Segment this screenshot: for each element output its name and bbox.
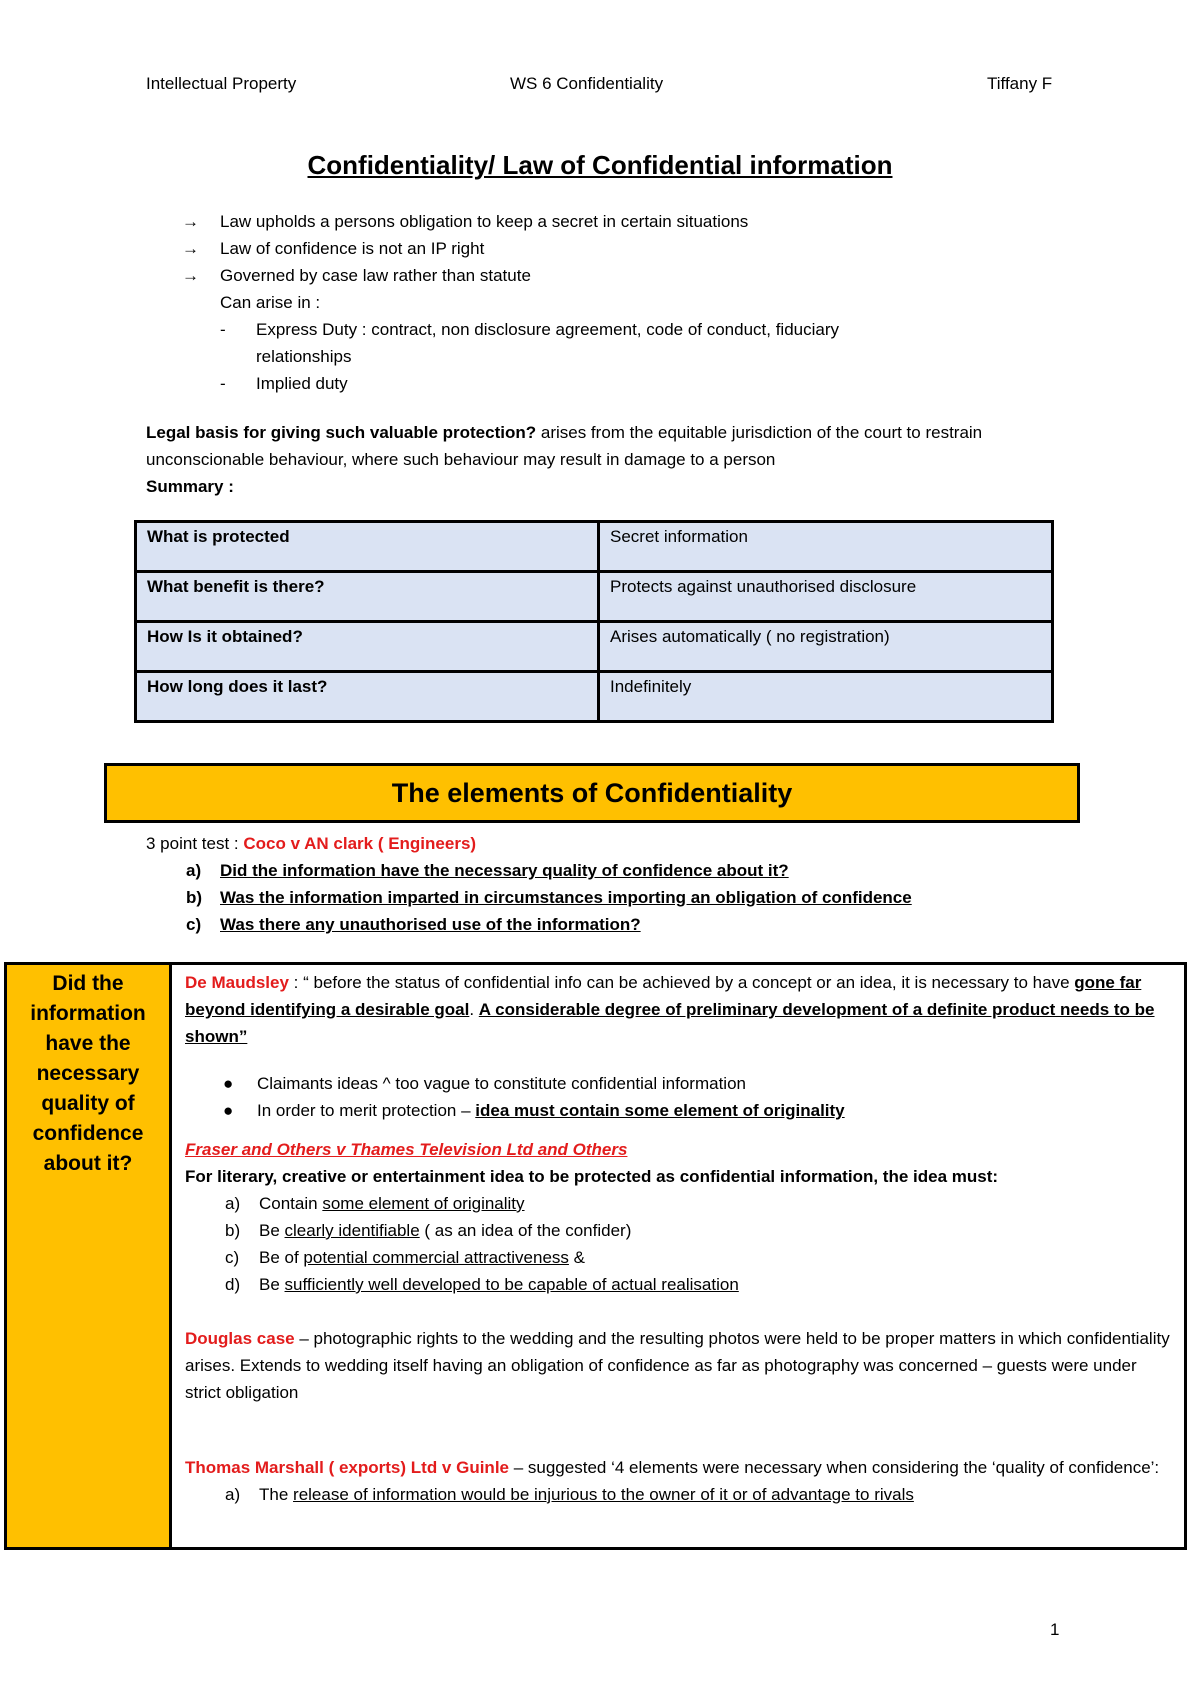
table-cell-answer: Indefinitely [599,672,1053,722]
header-center: WS 6 Confidentiality [510,74,664,93]
list-item: a) Did the information have the necessary quality of confidence about it? [186,861,789,880]
list-item: c) Was there any unauthorised use of the information? [186,915,641,934]
list-item: a) Contain some element of originality [225,1194,525,1213]
table-cell-question: How Is it obtained? [136,622,599,672]
table-cell-question: How long does it last? [136,672,599,722]
table-row [136,622,1053,672]
summary-label: Summary : [146,477,234,496]
quality-of-confidence-table [4,962,1187,1550]
case-name: Fraser and Others v Thames Television Ltd and Others [185,1140,628,1159]
three-point-heading: 3 point test : Coco v AN clark ( Engineers) [146,834,477,853]
case-name: Coco v AN clark ( Engineers) [243,834,477,853]
arrow-icon: → [182,266,199,285]
list-item-continuation: relationships [256,347,352,366]
header-right: Tiffany F [987,74,1053,93]
list-item: ● In order to merit protection – idea must contain some element of originality [185,1097,1175,1124]
list-item: → Governed by case law rather than statute [182,262,839,289]
case-name: Thomas Marshall ( exports) Ltd v Guinle [185,1458,509,1477]
case-name: De Maudsley [185,973,289,992]
list-item: c) Be of potential commercial attractiveness & [225,1248,585,1267]
can-arise-label: Can arise in : [220,293,321,312]
intro-list [182,208,839,397]
de-maudsley-paragraph: De Maudsley : “ before the status of confidential info can be achieved by a concept or an idea, it is necessary to have gone far beyond identifying a desirable goal. A considerable degree of preliminary development of a definite product needs to be shown” [185,973,1155,1046]
three-point-test [146,830,912,938]
list-item: a) The release of information would be injurious to the owner of it or of advantage to rivals [225,1485,914,1504]
table-row [136,672,1053,722]
quality-content-cell [185,969,1175,1508]
bullet-icon: ● [223,1074,234,1093]
page-number: 1 [1050,1620,1060,1639]
list-item: ● Claimants ideas ^ too vague to constitute confidential information [185,1070,1175,1097]
arrow-icon: → [182,239,199,258]
legal-basis-paragraph [146,419,1086,473]
table-cell-answer: Protects against unauthorised disclosure [599,572,1053,622]
douglas-paragraph: Douglas case – photographic rights to the wedding and the resulting photos were held to be proper matters in which confidentiality arises. Extends to wedding itself having an obligation of confidence as far as photography was concerned – guests were under strict obligation [185,1329,1170,1402]
list-item: → Law upholds a persons obligation to keep a secret in certain situations [182,208,839,235]
table-row [136,522,1053,572]
list-item: b) Was the information imparted in circumstances importing an obligation of confidence [186,888,912,907]
summary-table [134,520,1054,723]
fraser-lead: For literary, creative or entertainment idea to be protected as confidential information, the idea must: [185,1167,999,1186]
legal-basis-answer: arises from the equitable jurisdiction of the court to restrain unconscionable behaviour, where such behaviour may result in damage to a person [146,423,983,469]
header-left: Intellectual Property [146,74,297,93]
list-item: b) Be clearly identifiable ( as an idea of the confider) [225,1221,632,1240]
case-name: Douglas case [185,1329,295,1348]
table-row [136,572,1053,622]
table-cell-answer: Arises automatically ( no registration) [599,622,1053,672]
quality-heading-cell: Did the information have the necessary quality of confidence about it? [7,965,172,1547]
legal-basis-question: Legal basis for giving such valuable protection? [146,423,537,442]
thomas-paragraph: Thomas Marshall ( exports) Ltd v Guinle – suggested ‘4 elements were necessary when considering the ‘quality of confidence’: [185,1458,1160,1477]
bullet-icon: ● [223,1101,234,1120]
arrow-icon: → [182,212,199,231]
table-cell-question: What benefit is there? [136,572,599,622]
elements-heading: The elements of Confidentiality [104,763,1080,823]
list-item: - Implied duty [220,374,348,393]
list-item: - Express Duty : contract, non disclosure agreement, code of conduct, fiduciary [220,320,840,339]
list-item: d) Be sufficiently well developed to be capable of actual realisation [225,1275,739,1294]
table-cell-answer: Secret information [599,522,1053,572]
table-cell-question: What is protected [136,522,599,572]
list-item: → Law of confidence is not an IP right [182,235,839,262]
page-title: Confidentiality/ Law of Confidential information [307,150,893,180]
